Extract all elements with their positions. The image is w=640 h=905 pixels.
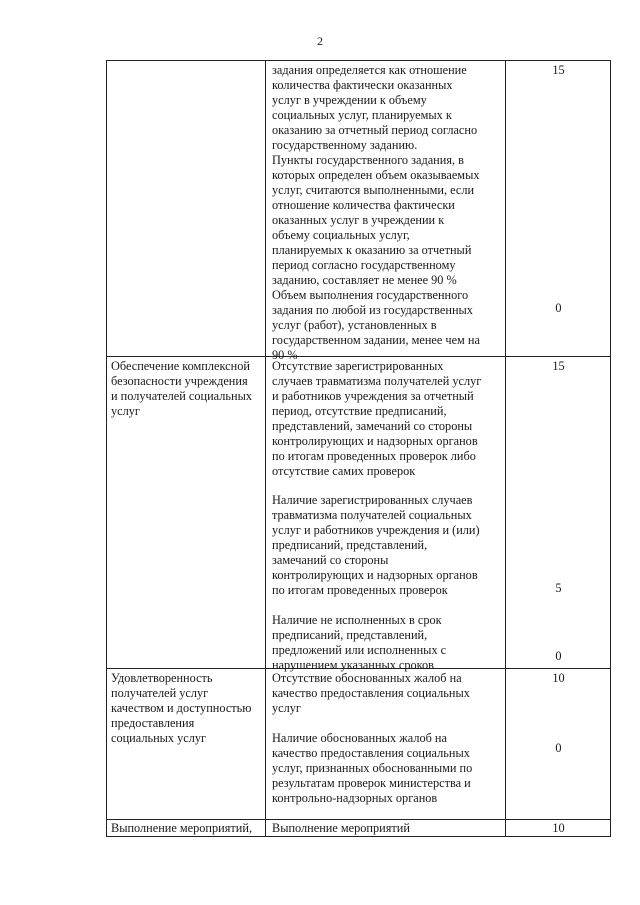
score-value: 10 bbox=[552, 671, 565, 685]
criteria-table bbox=[106, 60, 611, 837]
score-value: 15 bbox=[552, 63, 565, 77]
score-value: 10 bbox=[552, 821, 565, 835]
page-number: 2 bbox=[317, 34, 323, 48]
criterion-name: Выполнение мероприятий, bbox=[111, 821, 253, 835]
score-value: 0 bbox=[555, 301, 562, 315]
criterion-name: Удовлетворенность получателей услуг качеством и доступностью предоставления социальных услуг bbox=[111, 671, 252, 745]
row-divider bbox=[107, 819, 610, 820]
column-divider bbox=[505, 61, 506, 836]
score-value: 5 bbox=[555, 581, 562, 595]
criterion-name: Обеспечение комплексной безопасности учреждения и получателей социальных услуг bbox=[111, 359, 252, 418]
column-divider bbox=[265, 61, 266, 836]
indicator-text: Наличие зарегистрированных случаев травматизма получателей социальных услуг и работников учреждения и (или) предписаний, представлений, замечаний со стороны контролирующих и надзорных органов по итогам проведенных проверок bbox=[272, 493, 480, 597]
indicator-text: Наличие обоснованных жалоб на качество предоставления социальных услуг, признанных обоснованными по результатам проверок министерства и контрольно-надзорных органов bbox=[272, 731, 473, 805]
indicator-text: Отсутствие обоснованных жалоб на качество предоставления социальных услуг bbox=[272, 671, 470, 715]
score-value: 0 bbox=[555, 649, 562, 663]
indicator-text: Выполнение мероприятий bbox=[272, 821, 410, 835]
score-value: 15 bbox=[552, 359, 565, 373]
indicator-text: задания определяется как отношение количества фактически оказанных услуг в учреждении к объему социальных услуг, планируемых к оказанию за отчетный период согласно государственному заданию. Пункты государственного задания, в которых определен объем оказываемых услуг, считаются выполненными, если отношение количества фактически оказанных услуг в учреждении к объему социальных услуг, планируемых к оказанию за отчетный период согласно государственному заданию, составляет не менее 90 % Объем выполнения государственного задания по любой из государственных услуг (работ), установленных в государственном задании, менее чем на 90 % bbox=[272, 63, 480, 362]
score-value: 0 bbox=[555, 741, 562, 755]
indicator-text: Отсутствие зарегистрированных случаев травматизма получателей услуг и работников учреждения за отчетный период, отсутствие предписаний, представлений, замечаний со стороны контролирующих и надзорных органов по итогам проведенных проверок либо отсутствие самих проверок bbox=[272, 359, 482, 478]
indicator-text: Наличие не исполненных в срок предписаний, представлений, предложений или исполненных с нарушением указанных сроков bbox=[272, 613, 447, 672]
